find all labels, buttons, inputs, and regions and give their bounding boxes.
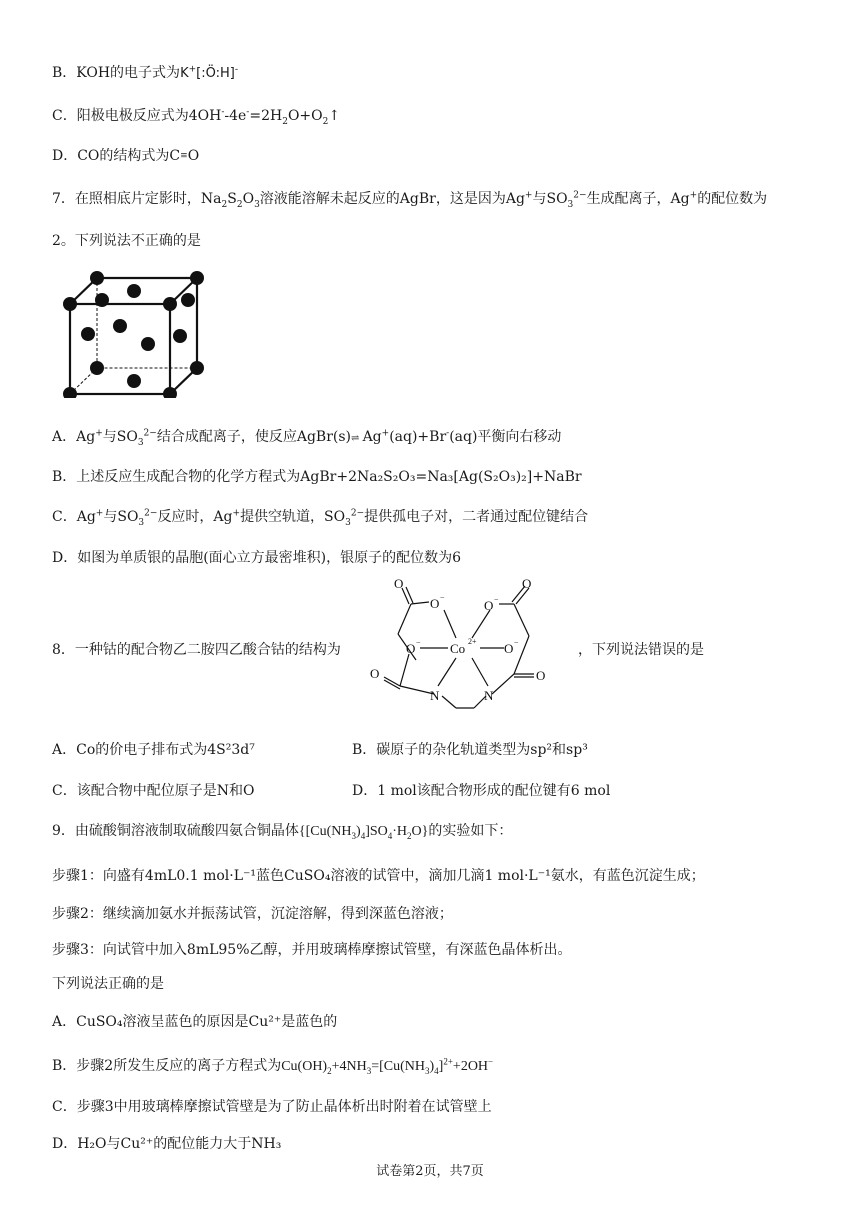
- q8-option-d: D．1 mol该配合物形成的配位键有6 mol: [352, 783, 611, 799]
- atom: [113, 319, 127, 333]
- q6-option-d: D．CO的结构式为C≡O: [52, 148, 200, 164]
- atom: [90, 361, 104, 375]
- svg-text:2+: 2+: [468, 637, 477, 646]
- atom: [190, 271, 204, 285]
- q9-step2: 步骤2：继续滴加氨水并振荡试管，沉淀溶解，得到深蓝色溶液；: [52, 906, 453, 922]
- svg-text:−: −: [514, 638, 519, 647]
- q9-step3: 步骤3：向试管中加入8mL95%乙醇，并用玻璃棒摩擦试管壁，有深蓝色晶体析出。: [52, 942, 572, 958]
- q7-option-c: C．Ag+与$SO_3^{2-}$反应时，Ag+提供空轨道，$SO_3^{2-}$提供孤电子对，二者通过配位键结合: [52, 508, 589, 528]
- atom: [90, 271, 104, 285]
- svg-text:−: −: [494, 595, 499, 604]
- q8-stem-tail: ，下列说法错误的是: [578, 642, 704, 658]
- atom: [181, 293, 195, 307]
- q9-option-c: C．步骤3中用玻璃棒摩擦试管壁是为了防止晶体析出时附着在试管壁上: [52, 1099, 492, 1115]
- atom-label: O: [522, 576, 532, 591]
- q7-stem-line2: 2。下列说法不正确的是: [52, 233, 201, 249]
- atom: [127, 374, 141, 388]
- fcc-unit-cell-figure: [52, 264, 212, 398]
- q9-option-b: B．步骤2所发生反应的离子方程式为$Cu(OH)_2+4NH_3=[Cu(NH_3)_4]^{2+}+2OH^-$: [52, 1056, 494, 1076]
- atom: [95, 293, 109, 307]
- atom-label: N: [484, 688, 494, 703]
- atom: [173, 329, 187, 343]
- q8-stem: 8．一种钴的配合物乙二胺四乙酸合钴的结构为: [52, 642, 341, 658]
- q9-stem: 9．由硫酸铜溶液制取硫酸四氨合铜晶体$\{[Cu(NH_3)_4]SO_4\cdot H_2O\}$的实验如下：: [52, 823, 513, 841]
- q7-option-d: D．如图为单质银的晶胞(面心立方最密堆积)，银原子的配位数为6: [52, 550, 462, 566]
- q7-option-b: B．上述反应生成配合物的化学方程式为AgBr+2Na₂S₂O₃=Na₃[Ag(S₂O₃)₂]+NaBr: [52, 469, 582, 485]
- atom-label: O: [406, 641, 416, 656]
- q7-option-a: A．Ag+与$SO_3^{2-}$结合成配离子，使反应AgBr(s)⇌ Ag+(aq)+Br-(aq)平衡向右移动: [52, 428, 562, 448]
- atom-label: O: [370, 666, 380, 681]
- atom: [190, 361, 204, 375]
- svg-text:−: −: [440, 593, 445, 602]
- edta-cobalt-structure: [364, 574, 574, 724]
- q6-option-c: C．阳极电极反应式为$4OH^--4e^-=2H_2O+O_2↑$: [52, 107, 341, 127]
- atom-label: O: [536, 668, 546, 683]
- atom: [63, 297, 77, 311]
- q9-step1: 步骤1：向盛有4mL0.1 mol·L⁻¹蓝色CuSO₄溶液的试管中，滴加几滴1 mol·L⁻¹氨水，有蓝色沉淀生成；: [52, 868, 705, 884]
- atom-label: O: [394, 576, 404, 591]
- atom: [141, 337, 155, 351]
- q9-ask: 下列说法正确的是: [52, 976, 164, 992]
- atom-label: Co: [450, 641, 466, 656]
- atom: [163, 297, 177, 311]
- q8-option-c: C．该配合物中配位原子是N和O: [52, 783, 255, 799]
- q9-option-d: D．H₂O与Cu²⁺的配位能力大于NH₃: [52, 1136, 282, 1152]
- svg-text:−: −: [416, 638, 421, 647]
- q8-option-a: A．Co的价电子排布式为4S²3d⁷: [52, 742, 255, 758]
- atom-label: O: [430, 596, 440, 611]
- atom-label: O: [484, 598, 494, 613]
- atom: [127, 284, 141, 298]
- q8-option-b: B．碳原子的杂化轨道类型为sp²和sp³: [352, 742, 588, 758]
- q7-stem-line1: 7．在照相底片定影时，$Na_2S_2O_3$溶液能溶解未起反应的AgBr，这是因为Ag+与$SO_3^{2-}$生成配离子，Ag+的配位数为: [52, 190, 768, 210]
- atom-label: O: [504, 641, 514, 656]
- atom-label: N: [430, 688, 440, 703]
- q9-option-a: A．CuSO₄溶液呈蓝色的原因是Cu²⁺是蓝色的: [52, 1014, 338, 1030]
- page-footer: 试卷第2页，共7页: [376, 1164, 484, 1179]
- q6-option-b: B．KOH的电子式为K+[:Ö:H]-: [52, 64, 239, 81]
- atom: [81, 327, 95, 341]
